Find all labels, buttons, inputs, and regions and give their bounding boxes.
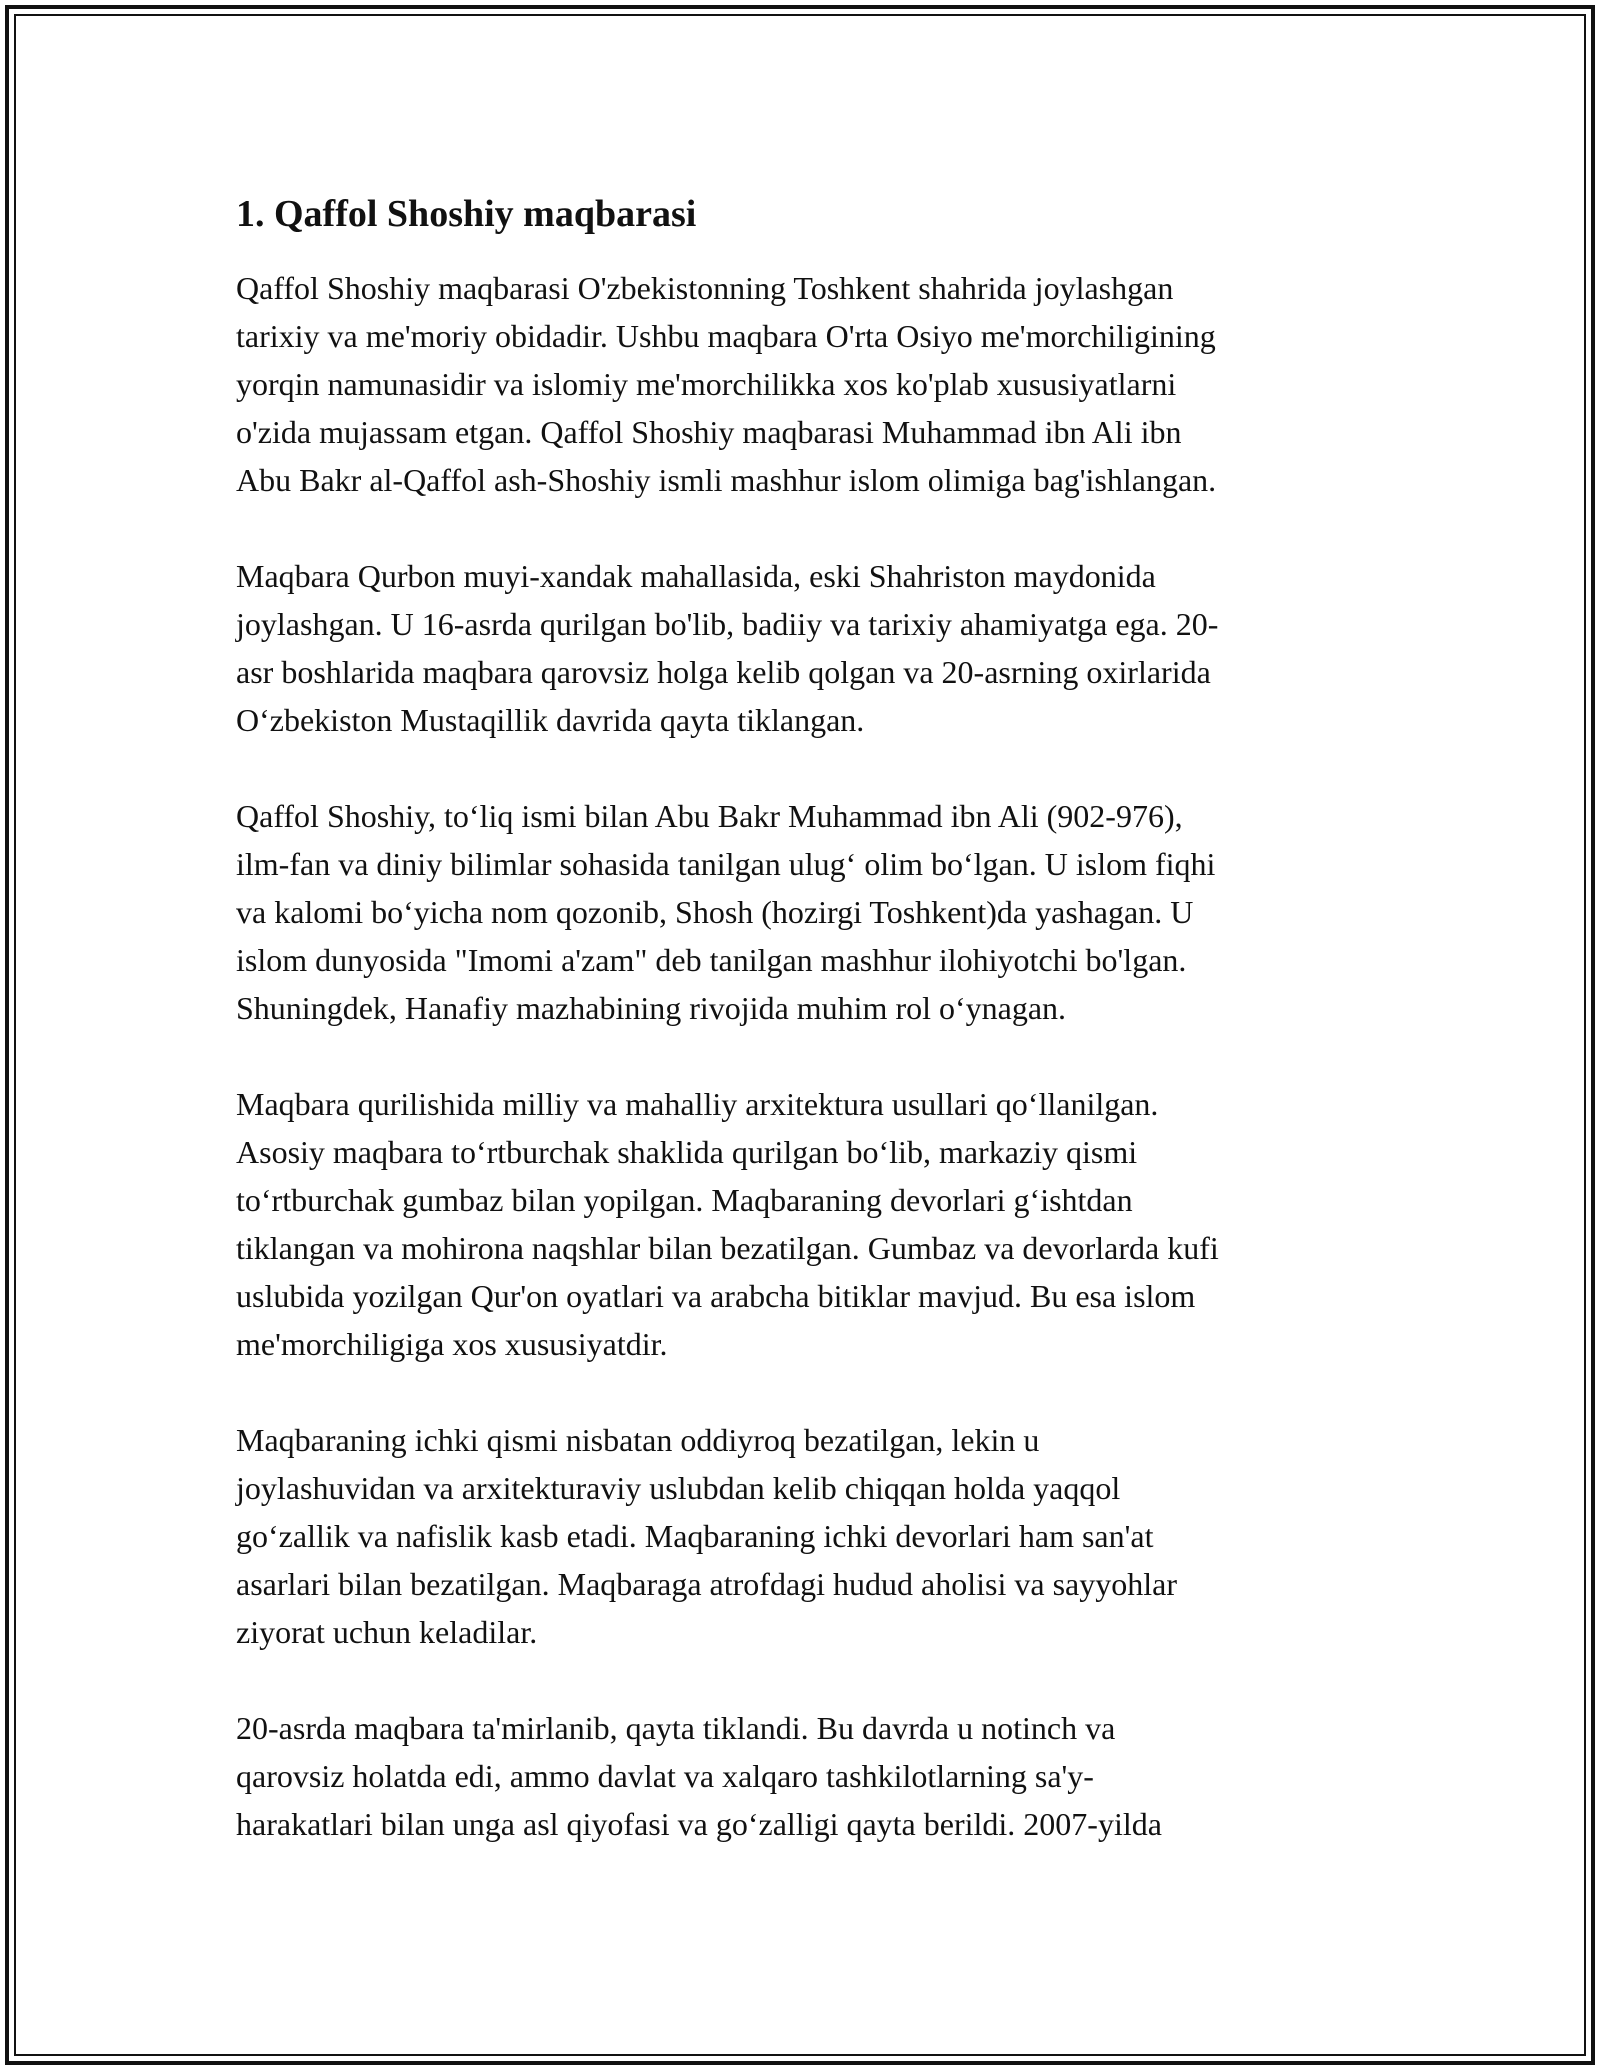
paragraph-line: me'morchiligiga xos xususiyatdir. (236, 1326, 668, 1362)
paragraph-line: joylashuvidan va arxitekturaviy uslubdan kelib chiqqan holda yaqqol (236, 1470, 1121, 1506)
paragraph-line: qarovsiz holatda edi, ammo davlat va xalqaro tashkilotlarning sa'y- (236, 1758, 1094, 1794)
paragraph-line: Maqbara Qurbon muyi-xandak mahallasida, eski Shahriston maydonida (236, 558, 1156, 594)
document-page (236, 186, 1366, 1896)
paragraph-6 (236, 1704, 1366, 1848)
paragraph-line: Qaffol Shoshiy, to‘liq ismi bilan Abu Bakr Muhammad ibn Ali (902-976), (236, 798, 1183, 834)
document-body (236, 264, 1366, 1848)
paragraph-line: go‘zallik va nafislik kasb etadi. Maqbaraning ichki devorlari ham san'at (236, 1518, 1154, 1554)
document-title: 1. Qaffol Shoshiy maqbarasi (236, 193, 697, 235)
paragraph-line: Asosiy maqbara to‘rtburchak shaklida qurilgan bo‘lib, markaziy qismi (236, 1134, 1138, 1170)
paragraph-line: to‘rtburchak gumbaz bilan yopilgan. Maqbaraning devorlari g‘ishtdan (236, 1182, 1133, 1218)
paragraph-line: uslubida yozilgan Qur'on oyatlari va arabcha bitiklar mavjud. Bu esa islom (236, 1278, 1196, 1314)
paragraph-2 (236, 552, 1366, 744)
paragraph-line: harakatlari bilan unga asl qiyofasi va go‘zalligi qayta berildi. 2007-yilda (236, 1806, 1162, 1842)
paragraph-line: Abu Bakr al-Qaffol ash-Shoshiy ismli mashhur islom olimiga bag'ishlangan. (236, 462, 1217, 498)
paragraph-line: Maqbaraning ichki qismi nisbatan oddiyroq bezatilgan, lekin u (236, 1422, 1040, 1458)
paragraph-line: Maqbara qurilishida milliy va mahalliy arxitektura usullari qo‘llanilgan. (236, 1086, 1159, 1122)
paragraph-line: o'zida mujassam etgan. Qaffol Shoshiy maqbarasi Muhammad ibn Ali ibn (236, 414, 1182, 450)
paragraph-line: asr boshlarida maqbara qarovsiz holga kelib qolgan va 20-asrning oxirlarida (236, 654, 1211, 690)
paragraph-line: joylashgan. U 16-asrda qurilgan bo'lib, badiiy va tarixiy ahamiyatga ega. 20- (236, 606, 1219, 642)
paragraph-line: O‘zbekiston Mustaqillik davrida qayta tiklangan. (236, 702, 865, 738)
paragraph-line: islom dunyosida "Imomi a'zam" deb tanilgan mashhur ilohiyotchi bo'lgan. (236, 942, 1187, 978)
paragraph-line: yorqin namunasidir va islomiy me'morchilikka xos ko'plab xususiyatlarni (236, 366, 1177, 402)
paragraph-1 (236, 264, 1366, 504)
paragraph-line: asarlari bilan bezatilgan. Maqbaraga atrofdagi hudud aholisi va sayyohlar (236, 1566, 1177, 1602)
paragraph-line: ilm-fan va diniy bilimlar sohasida tanilgan ulug‘ olim bo‘lgan. U islom fiqhi (236, 846, 1216, 882)
paragraph-line: ziyorat uchun keladilar. (236, 1614, 538, 1650)
paragraph-line: Qaffol Shoshiy maqbarasi O'zbekistonning Toshkent shahrida joylashgan (236, 270, 1174, 306)
paragraph-line: tiklangan va mohirona naqshlar bilan bezatilgan. Gumbaz va devorlarda kufi (236, 1230, 1219, 1266)
paragraph-line: Shuningdek, Hanafiy mazhabining rivojida muhim rol o‘ynagan. (236, 990, 1067, 1026)
paragraph-line: 20-asrda maqbara ta'mirlanib, qayta tiklandi. Bu davrda u notinch va (236, 1710, 1116, 1746)
paragraph-line: tarixiy va me'moriy obidadir. Ushbu maqbara O'rta Osiyo me'morchiligining (236, 318, 1216, 354)
paragraph-line: va kalomi bo‘yicha nom qozonib, Shosh (hozirgi Toshkent)da yashagan. U (236, 894, 1194, 930)
paragraph-4 (236, 1080, 1366, 1368)
paragraph-3 (236, 792, 1366, 1032)
paragraph-5 (236, 1416, 1366, 1656)
